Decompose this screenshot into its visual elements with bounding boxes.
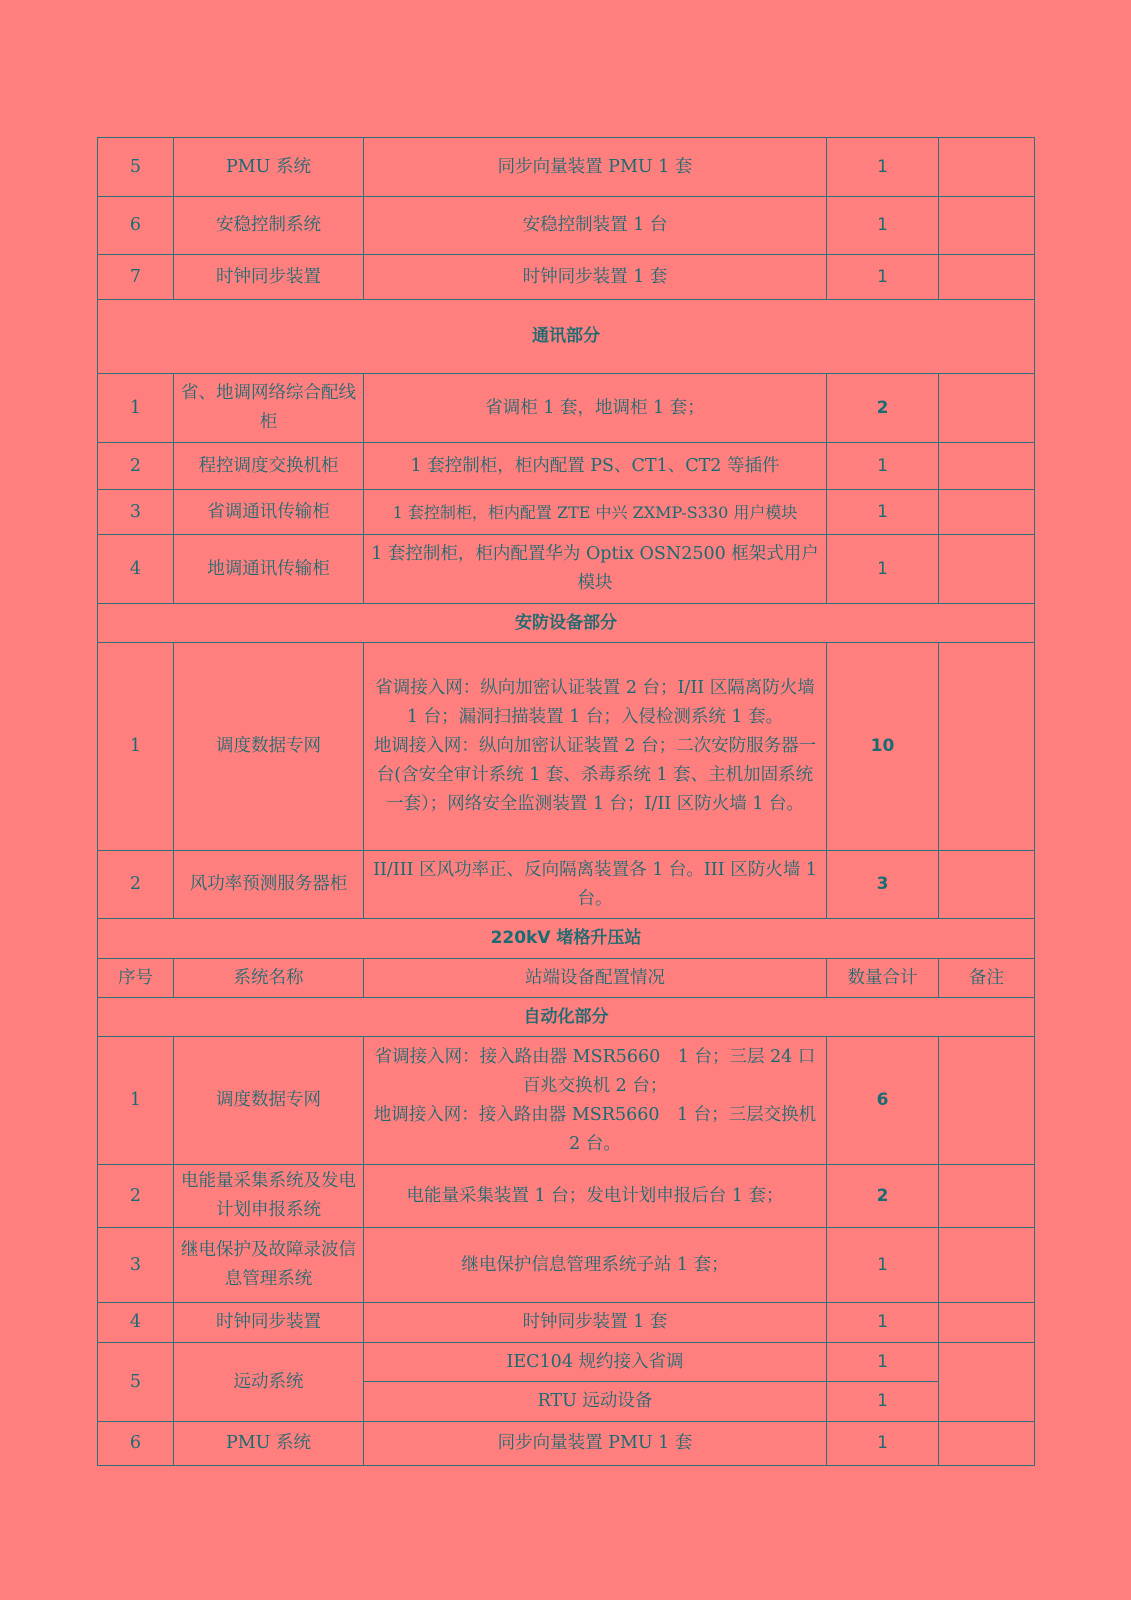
system-name: 继电保护及故障录波信息管理系统	[174, 1228, 364, 1303]
quantity-cell: 1	[827, 1422, 939, 1466]
section-header-row	[98, 300, 1035, 374]
system-name: 风功率预测服务器柜	[174, 851, 364, 919]
column-header-note: 备注	[939, 959, 1035, 998]
row-number: 2	[98, 851, 174, 919]
note-cell	[939, 255, 1035, 300]
config-cell	[364, 643, 827, 851]
system-name: 远动系统	[174, 1343, 364, 1422]
config-cell: 1 套控制柜，柜内配置 ZTE 中兴 ZXMP-S330 用户模块	[364, 490, 827, 535]
note-cell	[939, 1037, 1035, 1165]
row-number: 5	[98, 1343, 174, 1422]
config-cell: RTU 远动设备	[364, 1382, 827, 1422]
note-cell	[939, 535, 1035, 604]
column-header-row	[98, 959, 1035, 998]
row-number: 3	[98, 1228, 174, 1303]
quantity-cell: 1	[827, 443, 939, 490]
row-number: 6	[98, 197, 174, 255]
section-title-security: 安防设备部分	[98, 604, 1035, 643]
section-title-comm: 通讯部分	[98, 300, 1035, 374]
section-title-automation: 自动化部分	[98, 998, 1035, 1037]
quantity-cell: 1	[827, 138, 939, 197]
system-name: 程控调度交换机柜	[174, 443, 364, 490]
table-row	[98, 535, 1035, 604]
note-cell	[939, 1343, 1035, 1422]
config-cell: IEC104 规约接入省调	[364, 1343, 827, 1382]
config-cell: 时钟同步装置 1 套	[364, 255, 827, 300]
system-name: PMU 系统	[174, 138, 364, 197]
system-name: 省调通讯传输柜	[174, 490, 364, 535]
config-cell: 1 套控制柜，柜内配置华为 Optix OSN2500 框架式用户模块	[364, 535, 827, 604]
row-number: 7	[98, 255, 174, 300]
config-line-local: 地调接入网：纵向加密认证装置 2 台；二次安防服务器一台(含安全审计系统 1 套、杀毒系统 1 套、主机加固系统一套）；网络安全监测装置 1 台；I/II 区防火墙 1 台。	[373, 736, 817, 814]
row-number: 5	[98, 138, 174, 197]
note-cell	[939, 643, 1035, 851]
config-cell	[364, 1037, 827, 1165]
system-name: 地调通讯传输柜	[174, 535, 364, 604]
table-row	[98, 197, 1035, 255]
system-name: 时钟同步装置	[174, 255, 364, 300]
note-cell	[939, 851, 1035, 919]
quantity-cell: 1	[827, 490, 939, 535]
row-number: 3	[98, 490, 174, 535]
quantity-cell: 1	[827, 255, 939, 300]
row-number: 2	[98, 1165, 174, 1228]
note-cell	[939, 443, 1035, 490]
table-row	[98, 374, 1035, 443]
column-header-no: 序号	[98, 959, 174, 998]
section-header-row	[98, 919, 1035, 959]
table-row	[98, 1228, 1035, 1303]
section-title-station: 220kV 堵格升压站	[98, 919, 1035, 959]
note-cell	[939, 1228, 1035, 1303]
table-row	[98, 851, 1035, 919]
table-row	[98, 643, 1035, 851]
table-row	[98, 1343, 1035, 1382]
quantity-cell: 1	[827, 197, 939, 255]
equipment-table	[97, 137, 1035, 1466]
config-cell: 1 套控制柜，柜内配置 PS、CT1、CT2 等插件	[364, 443, 827, 490]
quantity-cell: 1	[827, 1382, 939, 1422]
config-cell: 安稳控制装置 1 台	[364, 197, 827, 255]
column-header-qty: 数量合计	[827, 959, 939, 998]
row-number: 6	[98, 1422, 174, 1466]
system-name: 调度数据专网	[174, 1037, 364, 1165]
table-row	[98, 1037, 1035, 1165]
quantity-cell: 10	[827, 643, 939, 851]
system-name: 省、地调网络综合配线柜	[174, 374, 364, 443]
system-name: 时钟同步装置	[174, 1303, 364, 1343]
row-number: 4	[98, 535, 174, 604]
table-row	[98, 255, 1035, 300]
note-cell	[939, 374, 1035, 443]
table-row	[98, 490, 1035, 535]
table-row	[98, 1165, 1035, 1228]
config-line-local: 地调接入网：接入路由器 MSR5660 1 台；三层交换机 2 台。	[373, 1104, 817, 1154]
row-number: 4	[98, 1303, 174, 1343]
note-cell	[939, 138, 1035, 197]
note-cell	[939, 490, 1035, 535]
note-cell	[939, 197, 1035, 255]
quantity-cell: 3	[827, 851, 939, 919]
system-name: 调度数据专网	[174, 643, 364, 851]
quantity-cell: 1	[827, 1228, 939, 1303]
config-line-provincial: 省调接入网：纵向加密认证装置 2 台；I/II 区隔离防火墙 1 台；漏洞扫描装置 1 台；入侵检测系统 1 套。	[375, 678, 815, 727]
row-number: 1	[98, 643, 174, 851]
quantity-cell: 1	[827, 535, 939, 604]
config-cell: II/III 区风功率正、反向隔离装置各 1 台。III 区防火墙 1 台。	[364, 851, 827, 919]
config-cell: 继电保护信息管理系统子站 1 套；	[364, 1228, 827, 1303]
config-cell: 时钟同步装置 1 套	[364, 1303, 827, 1343]
section-header-row	[98, 998, 1035, 1037]
config-line-provincial: 省调接入网：接入路由器 MSR5660 1 台；三层 24 口百兆交换机 2 台；	[374, 1046, 816, 1096]
quantity-cell: 6	[827, 1037, 939, 1165]
config-cell: 电能量采集装置 1 台；发电计划申报后台 1 套；	[364, 1165, 827, 1228]
config-cell: 同步向量装置 PMU 1 套	[364, 138, 827, 197]
system-name: PMU 系统	[174, 1422, 364, 1466]
row-number: 2	[98, 443, 174, 490]
config-cell: 同步向量装置 PMU 1 套	[364, 1422, 827, 1466]
note-cell	[939, 1303, 1035, 1343]
system-name: 电能量采集系统及发电计划申报系统	[174, 1165, 364, 1228]
quantity-cell: 2	[827, 374, 939, 443]
note-cell	[939, 1165, 1035, 1228]
quantity-cell: 1	[827, 1343, 939, 1382]
row-number: 1	[98, 374, 174, 443]
column-header-name: 系统名称	[174, 959, 364, 998]
section-header-row	[98, 604, 1035, 643]
quantity-cell: 2	[827, 1165, 939, 1228]
note-cell	[939, 1422, 1035, 1466]
config-cell: 省调柜 1 套，地调柜 1 套；	[364, 374, 827, 443]
quantity-cell: 1	[827, 1303, 939, 1343]
table-row	[98, 1303, 1035, 1343]
table-row	[98, 138, 1035, 197]
column-header-config: 站端设备配置情况	[364, 959, 827, 998]
row-number: 1	[98, 1037, 174, 1165]
table-row	[98, 443, 1035, 490]
system-name: 安稳控制系统	[174, 197, 364, 255]
table-row	[98, 1422, 1035, 1466]
